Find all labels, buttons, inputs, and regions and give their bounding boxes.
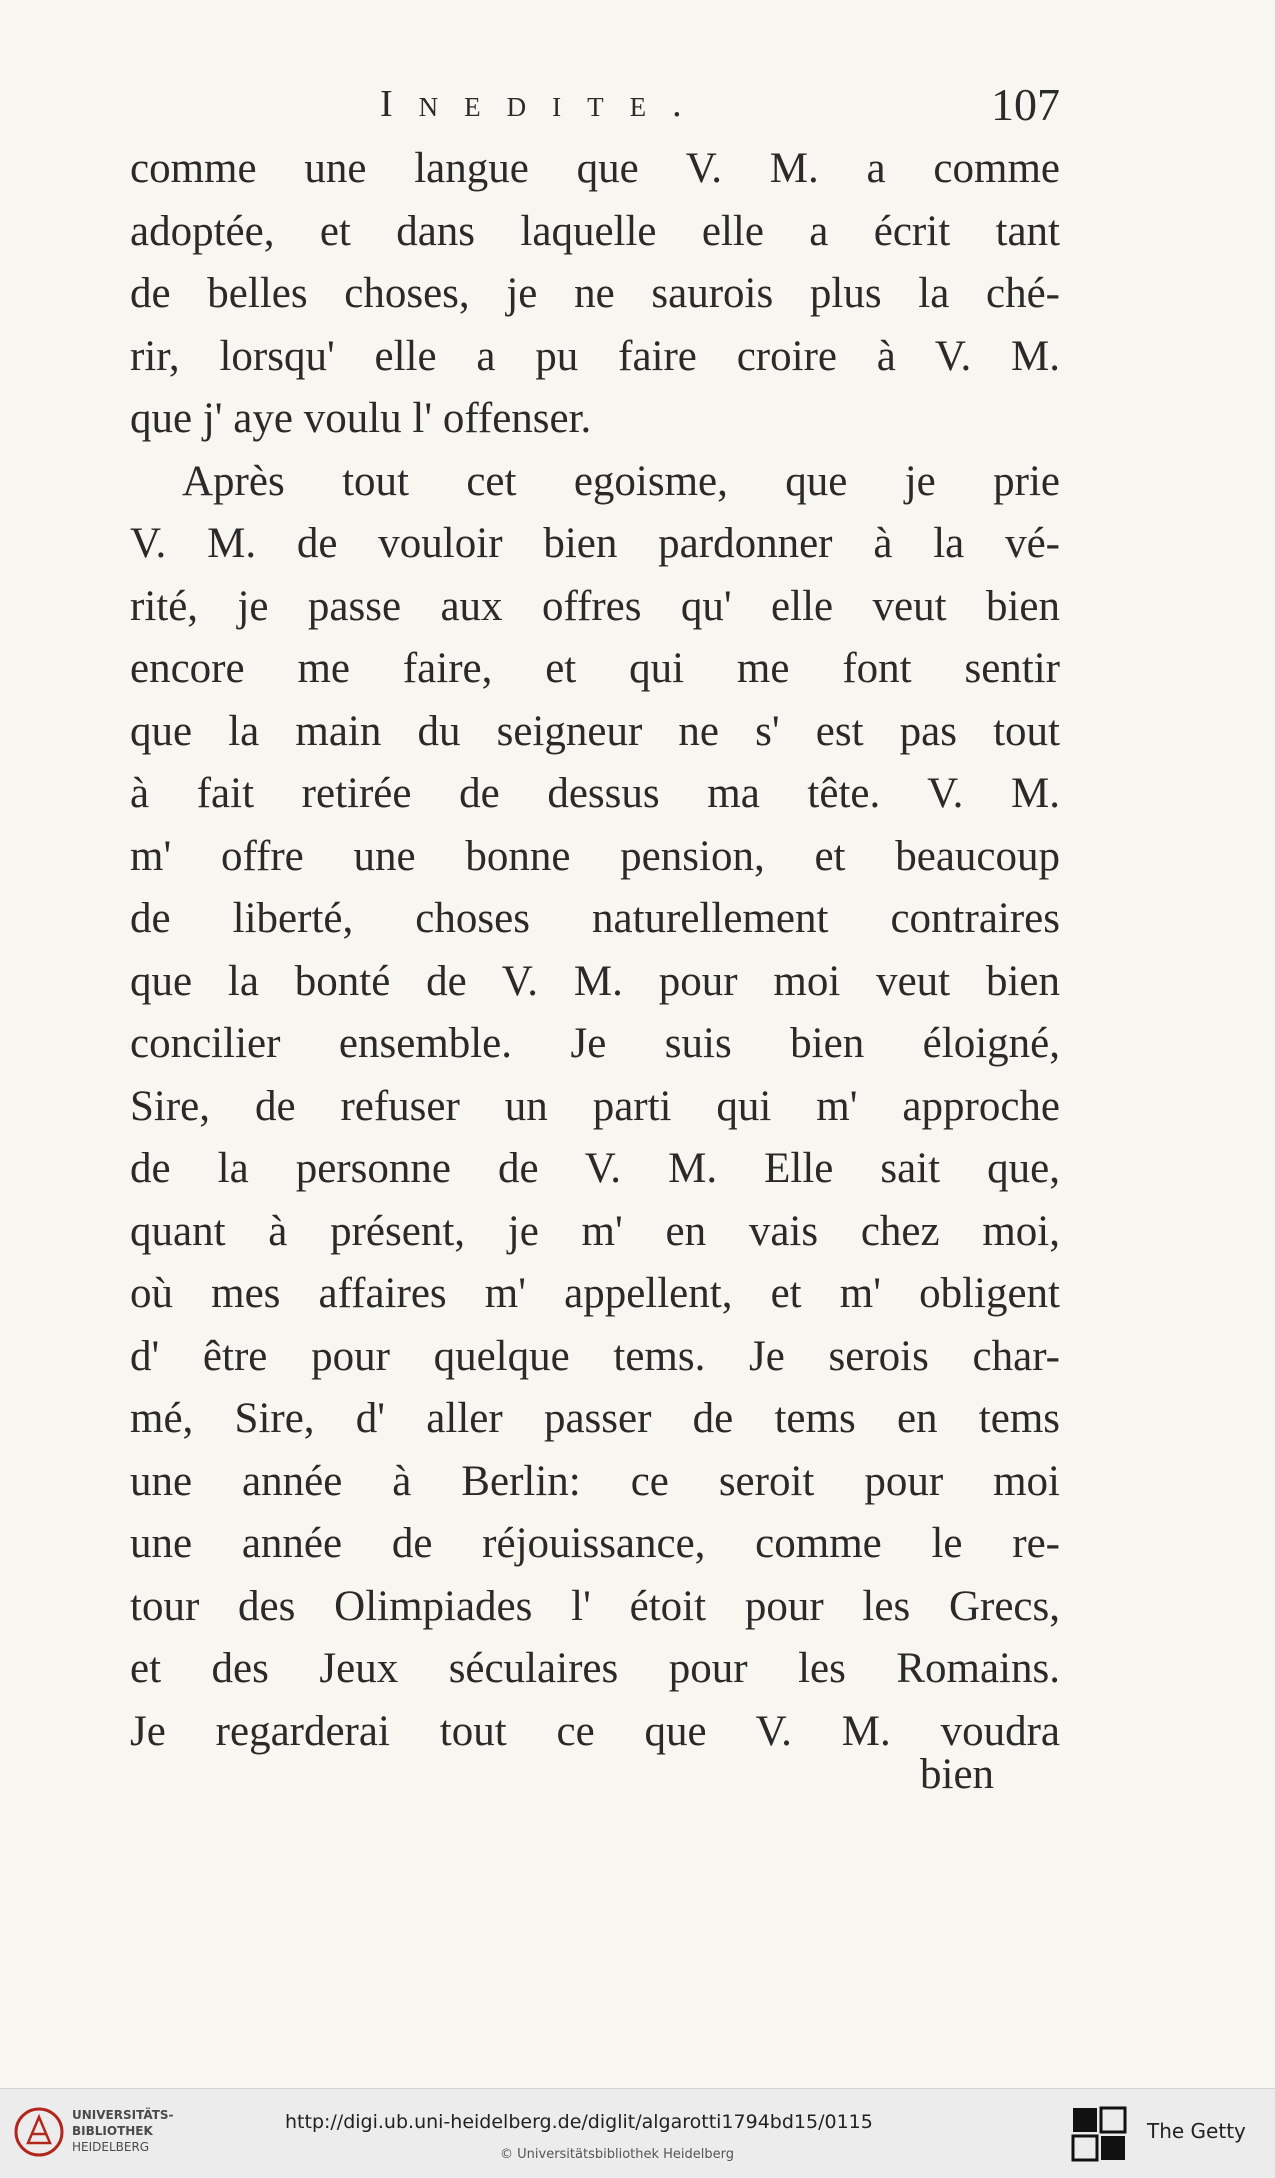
page-header xyxy=(380,79,1060,132)
text-line: adoptée, et dans laquelle elle a écrit tant xyxy=(130,207,1060,255)
institution-line: HEIDELBERG xyxy=(72,2140,150,2154)
text-line: de belles choses, je ne saurois plus la ché- xyxy=(130,270,1060,317)
text-line: une année de réjouissance, comme le re- xyxy=(130,1520,1060,1567)
running-head: Inedite. xyxy=(380,83,708,125)
catchword: bien xyxy=(920,1751,995,1798)
text-line: que la bonté de V. M. pour moi veut bien xyxy=(130,957,1060,1005)
text-line: Sire, de refuser un parti qui m' approche xyxy=(130,1082,1060,1130)
university-name[interactable] xyxy=(72,2107,174,2155)
text-line: tour des Olimpiades l' étoit pour les Grecs, xyxy=(130,1582,1060,1630)
text-line: d' être pour quelque tems. Je serois char- xyxy=(130,1332,1060,1380)
text-line: V. M. de vouloir bien pardonner à la vé- xyxy=(130,520,1060,567)
text-line: et des Jeux séculaires pour les Romains. xyxy=(130,1645,1060,1692)
text-line: à fait retirée de dessus ma tête. V. M. xyxy=(130,770,1060,817)
institution-line: UNIVERSITÄTS- xyxy=(72,2108,174,2122)
text-line: Après tout cet egoisme, que je prie xyxy=(182,457,1060,505)
text-line: encore me faire, et qui me font sentir xyxy=(130,645,1060,692)
text-line: de la personne de V. M. Elle sait que, xyxy=(130,1145,1060,1192)
text-line: une année à Berlin: ce seroit pour moi xyxy=(130,1457,1060,1505)
text-line: Je regarderai tout ce que V. M. voudra xyxy=(130,1707,1060,1755)
body-text xyxy=(130,138,1060,1763)
text-line: de liberté, choses naturellement contraires xyxy=(130,895,1060,942)
text-line: rité, je passe aux offres qu' elle veut bien xyxy=(130,582,1060,630)
viewer-footer xyxy=(0,2088,1275,2178)
text-line: que j' aye voulu l' offenser. xyxy=(130,395,592,442)
university-seal-icon[interactable] xyxy=(14,2107,64,2157)
getty-logo-icon[interactable] xyxy=(1070,2105,1128,2163)
text-line: que la main du seigneur ne s' est pas tout xyxy=(130,707,1060,755)
text-line: comme une langue que V. M. a comme xyxy=(130,145,1060,192)
getty-name[interactable]: The Getty xyxy=(1147,2119,1246,2143)
page-number: 107 xyxy=(991,79,1060,130)
permalink-url[interactable]: http://digi.ub.uni-heidelberg.de/diglit/algarotti1794bd15/0115 xyxy=(285,2111,873,2133)
text-line: où mes affaires m' appellent, et m' obligent xyxy=(130,1270,1060,1317)
text-line: concilier ensemble. Je suis bien éloigné, xyxy=(130,1020,1060,1067)
copyright-notice: © Universitätsbibliothek Heidelberg xyxy=(500,2147,735,2162)
text-line: quant à présent, je m' en vais chez moi, xyxy=(130,1207,1060,1255)
text-line: mé, Sire, d' aller passer de tems en tems xyxy=(130,1395,1060,1442)
text-line: m' offre une bonne pension, et beaucoup xyxy=(130,832,1060,880)
institution-line: BIBLIOTHEK xyxy=(72,2124,153,2138)
text-line: rir, lorsqu' elle a pu faire croire à V. M. xyxy=(130,332,1060,380)
